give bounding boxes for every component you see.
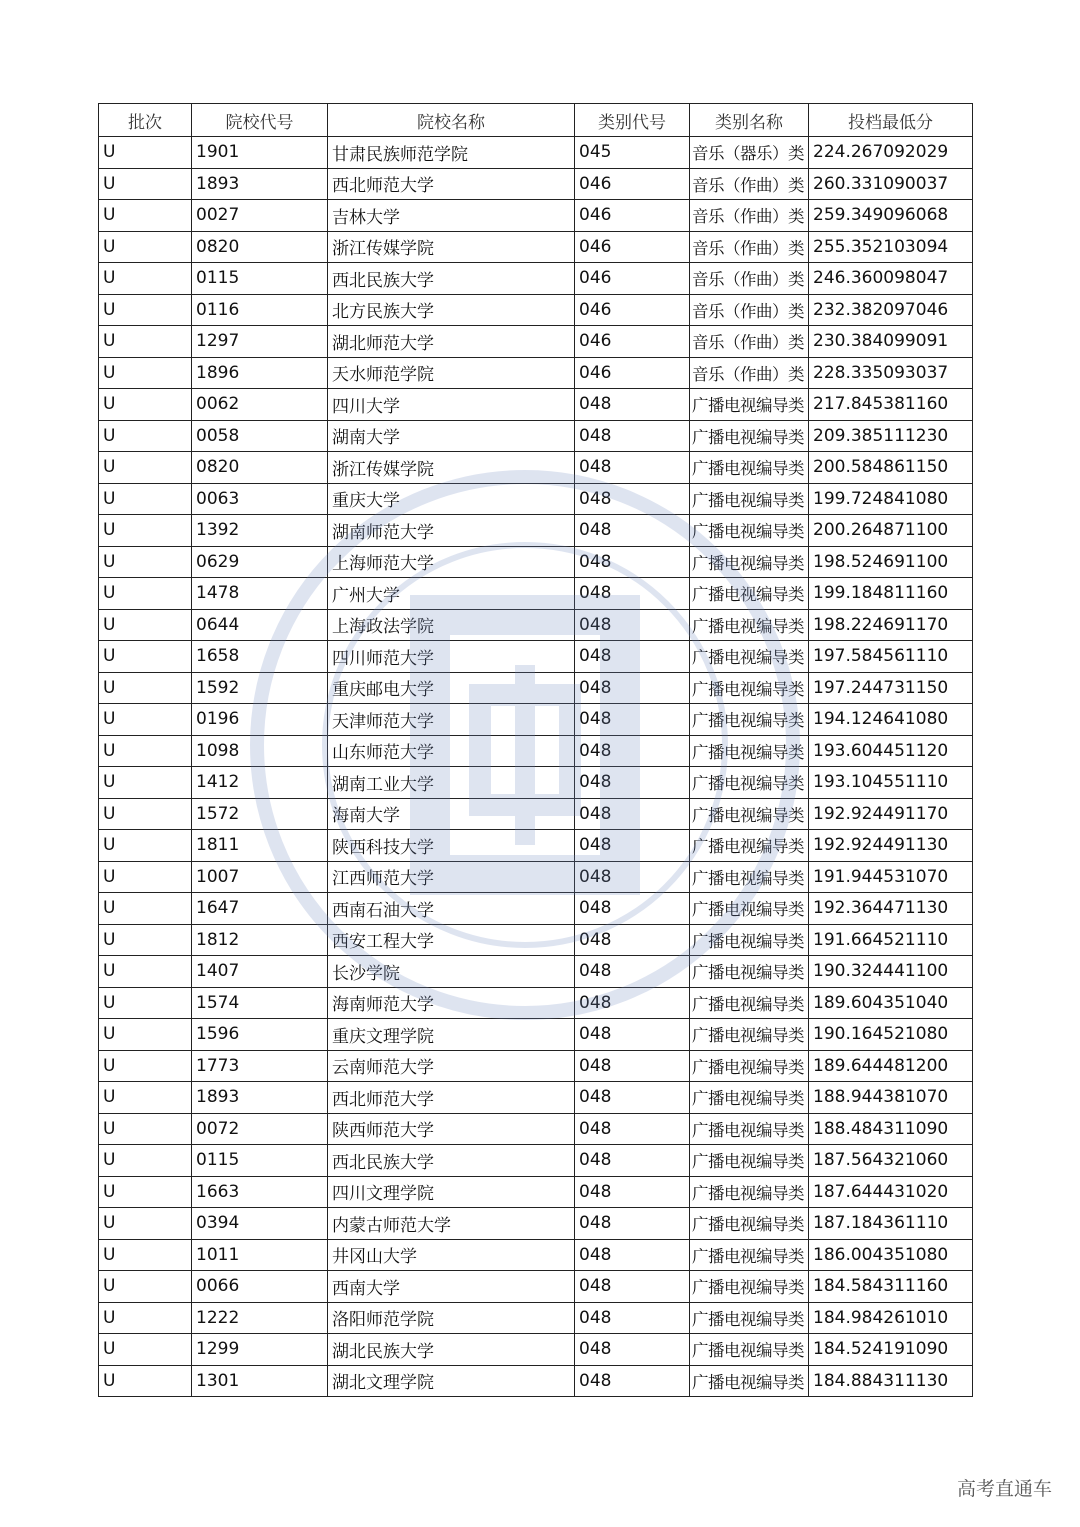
cell-school-name: 北方民族大学 [328, 294, 575, 326]
table-row [99, 1271, 973, 1303]
table-row [99, 609, 973, 641]
cell-category-name: 广播电视编导类 [690, 420, 809, 452]
cell-category-code: 048 [575, 798, 690, 830]
cell-category-name: 广播电视编导类 [690, 830, 809, 862]
header-min-score: 投档最低分 [809, 104, 973, 137]
cell-school-name: 海南师范大学 [328, 987, 575, 1019]
cell-batch: U [99, 924, 192, 956]
cell-batch: U [99, 483, 192, 515]
cell-school-code: 1893 [192, 168, 328, 200]
cell-school-name: 湖南工业大学 [328, 767, 575, 799]
cell-batch: U [99, 1271, 192, 1303]
cell-category-code: 048 [575, 924, 690, 956]
cell-category-code: 048 [575, 1019, 690, 1051]
cell-category-name: 广播电视编导类 [690, 1113, 809, 1145]
cell-school-name: 长沙学院 [328, 956, 575, 988]
cell-category-code: 048 [575, 704, 690, 736]
cell-category-code: 046 [575, 200, 690, 232]
cell-category-name: 音乐（作曲）类 [690, 294, 809, 326]
cell-category-name: 音乐（作曲）类 [690, 168, 809, 200]
cell-school-code: 1301 [192, 1365, 328, 1397]
cell-category-name: 广播电视编导类 [690, 1050, 809, 1082]
table-row [99, 483, 973, 515]
cell-school-code: 1574 [192, 987, 328, 1019]
header-category-code: 类别代号 [575, 104, 690, 137]
cell-school-name: 湖南大学 [328, 420, 575, 452]
cell-min-score: 209.385111230 [809, 420, 973, 452]
cell-school-name: 重庆大学 [328, 483, 575, 515]
cell-category-code: 048 [575, 830, 690, 862]
cell-category-code: 048 [575, 1271, 690, 1303]
cell-school-name: 西北民族大学 [328, 1145, 575, 1177]
cell-min-score: 188.944381070 [809, 1082, 973, 1114]
cell-category-name: 广播电视编导类 [690, 515, 809, 547]
table-row [99, 200, 973, 232]
cell-category-name: 广播电视编导类 [690, 767, 809, 799]
cell-min-score: 184.884311130 [809, 1365, 973, 1397]
cell-category-name: 广播电视编导类 [690, 578, 809, 610]
cell-school-code: 0063 [192, 483, 328, 515]
cell-school-name: 西南大学 [328, 1271, 575, 1303]
cell-batch: U [99, 767, 192, 799]
cell-school-code: 0027 [192, 200, 328, 232]
cell-batch: U [99, 609, 192, 641]
cell-category-code: 048 [575, 1176, 690, 1208]
cell-school-name: 浙江传媒学院 [328, 452, 575, 484]
cell-min-score: 187.564321060 [809, 1145, 973, 1177]
cell-school-code: 0115 [192, 1145, 328, 1177]
cell-batch: U [99, 578, 192, 610]
cell-category-name: 音乐（作曲）类 [690, 263, 809, 295]
cell-school-code: 1773 [192, 1050, 328, 1082]
cell-batch: U [99, 452, 192, 484]
cell-category-name: 广播电视编导类 [690, 704, 809, 736]
table-row [99, 798, 973, 830]
cell-school-name: 广州大学 [328, 578, 575, 610]
cell-category-code: 048 [575, 1334, 690, 1366]
cell-min-score: 189.644481200 [809, 1050, 973, 1082]
cell-category-name: 广播电视编导类 [690, 1271, 809, 1303]
cell-category-code: 048 [575, 1302, 690, 1334]
table-row [99, 893, 973, 925]
table-header-row [99, 104, 973, 137]
cell-school-name: 上海政法学院 [328, 609, 575, 641]
cell-batch: U [99, 798, 192, 830]
cell-batch: U [99, 1145, 192, 1177]
cell-batch: U [99, 672, 192, 704]
cell-school-name: 江西师范大学 [328, 861, 575, 893]
cell-batch: U [99, 546, 192, 578]
cell-min-score: 192.924491170 [809, 798, 973, 830]
cell-category-code: 048 [575, 672, 690, 704]
cell-batch: U [99, 1050, 192, 1082]
table-row [99, 1113, 973, 1145]
cell-school-code: 0394 [192, 1208, 328, 1240]
source-label: 高考直通车 [956, 1478, 1052, 1500]
cell-batch: U [99, 830, 192, 862]
table-row [99, 294, 973, 326]
cell-category-code: 048 [575, 1082, 690, 1114]
cell-min-score: 228.335093037 [809, 357, 973, 389]
cell-school-code: 1893 [192, 1082, 328, 1114]
cell-batch: U [99, 1239, 192, 1271]
cell-batch: U [99, 956, 192, 988]
cell-school-name: 甘肃民族师范学院 [328, 137, 575, 169]
table-row [99, 137, 973, 169]
cell-school-code: 1478 [192, 578, 328, 610]
cell-school-code: 0196 [192, 704, 328, 736]
cell-batch: U [99, 515, 192, 547]
cell-school-code: 1811 [192, 830, 328, 862]
table-row [99, 452, 973, 484]
cell-category-code: 046 [575, 294, 690, 326]
cell-school-code: 0629 [192, 546, 328, 578]
cell-school-code: 0820 [192, 452, 328, 484]
table-row [99, 704, 973, 736]
cell-min-score: 193.104551110 [809, 767, 973, 799]
cell-category-code: 046 [575, 168, 690, 200]
table-row [99, 546, 973, 578]
cell-min-score: 197.584561110 [809, 641, 973, 673]
cell-min-score: 197.244731150 [809, 672, 973, 704]
header-school-name: 院校名称 [328, 104, 575, 137]
cell-batch: U [99, 168, 192, 200]
cell-school-code: 1592 [192, 672, 328, 704]
cell-category-name: 音乐（器乐）类 [690, 137, 809, 169]
cell-category-code: 048 [575, 483, 690, 515]
cell-category-name: 音乐（作曲）类 [690, 200, 809, 232]
cell-min-score: 191.664521110 [809, 924, 973, 956]
cell-school-code: 1901 [192, 137, 328, 169]
table-row [99, 231, 973, 263]
cell-category-name: 广播电视编导类 [690, 1208, 809, 1240]
cell-school-code: 1299 [192, 1334, 328, 1366]
cell-school-name: 天津师范大学 [328, 704, 575, 736]
cell-category-code: 046 [575, 326, 690, 358]
cell-min-score: 192.924491130 [809, 830, 973, 862]
cell-category-name: 音乐（作曲）类 [690, 231, 809, 263]
table-row [99, 263, 973, 295]
cell-school-code: 1297 [192, 326, 328, 358]
cell-school-code: 1812 [192, 924, 328, 956]
cell-category-code: 048 [575, 1365, 690, 1397]
cell-school-code: 1007 [192, 861, 328, 893]
cell-category-name: 广播电视编导类 [690, 861, 809, 893]
cell-category-code: 048 [575, 609, 690, 641]
cell-school-code: 0116 [192, 294, 328, 326]
cell-school-name: 四川师范大学 [328, 641, 575, 673]
cell-category-code: 046 [575, 263, 690, 295]
cell-category-name: 广播电视编导类 [690, 735, 809, 767]
cell-min-score: 184.524191090 [809, 1334, 973, 1366]
cell-category-code: 045 [575, 137, 690, 169]
cell-category-name: 广播电视编导类 [690, 641, 809, 673]
cell-school-name: 湖北文理学院 [328, 1365, 575, 1397]
admission-score-table [98, 103, 973, 1397]
cell-school-name: 陕西科技大学 [328, 830, 575, 862]
cell-category-name: 广播电视编导类 [690, 1145, 809, 1177]
cell-batch: U [99, 1019, 192, 1051]
cell-category-code: 048 [575, 389, 690, 421]
cell-school-code: 0066 [192, 1271, 328, 1303]
cell-category-name: 广播电视编导类 [690, 1176, 809, 1208]
cell-category-name: 音乐（作曲）类 [690, 357, 809, 389]
cell-school-name: 天水师范学院 [328, 357, 575, 389]
cell-school-name: 井冈山大学 [328, 1239, 575, 1271]
cell-category-name: 广播电视编导类 [690, 1334, 809, 1366]
cell-school-code: 1407 [192, 956, 328, 988]
cell-batch: U [99, 893, 192, 925]
table-row [99, 1176, 973, 1208]
cell-school-code: 0115 [192, 263, 328, 295]
cell-school-name: 陕西师范大学 [328, 1113, 575, 1145]
cell-category-name: 广播电视编导类 [690, 546, 809, 578]
cell-category-code: 046 [575, 231, 690, 263]
table-row [99, 1019, 973, 1051]
cell-category-code: 048 [575, 767, 690, 799]
cell-category-code: 048 [575, 893, 690, 925]
cell-school-name: 浙江传媒学院 [328, 231, 575, 263]
cell-school-name: 云南师范大学 [328, 1050, 575, 1082]
cell-min-score: 193.604451120 [809, 735, 973, 767]
cell-school-name: 重庆邮电大学 [328, 672, 575, 704]
table-row [99, 1145, 973, 1177]
cell-min-score: 200.584861150 [809, 452, 973, 484]
cell-batch: U [99, 294, 192, 326]
cell-category-name: 广播电视编导类 [690, 452, 809, 484]
cell-school-name: 内蒙古师范大学 [328, 1208, 575, 1240]
cell-category-name: 广播电视编导类 [690, 609, 809, 641]
cell-batch: U [99, 1113, 192, 1145]
cell-school-code: 1896 [192, 357, 328, 389]
cell-category-name: 广播电视编导类 [690, 924, 809, 956]
cell-batch: U [99, 1208, 192, 1240]
cell-category-code: 046 [575, 357, 690, 389]
cell-min-score: 255.352103094 [809, 231, 973, 263]
cell-school-name: 湖南师范大学 [328, 515, 575, 547]
cell-batch: U [99, 735, 192, 767]
cell-min-score: 190.324441100 [809, 956, 973, 988]
cell-school-code: 1596 [192, 1019, 328, 1051]
cell-min-score: 232.382097046 [809, 294, 973, 326]
cell-school-code: 0820 [192, 231, 328, 263]
cell-batch: U [99, 861, 192, 893]
table-row [99, 861, 973, 893]
table-row [99, 767, 973, 799]
table-row [99, 515, 973, 547]
cell-category-code: 048 [575, 1113, 690, 1145]
cell-school-code: 0072 [192, 1113, 328, 1145]
table-row [99, 168, 973, 200]
cell-batch: U [99, 357, 192, 389]
header-school-code: 院校代号 [192, 104, 328, 137]
table-row [99, 830, 973, 862]
cell-category-name: 广播电视编导类 [690, 1365, 809, 1397]
cell-batch: U [99, 200, 192, 232]
cell-school-code: 1658 [192, 641, 328, 673]
table-row [99, 1239, 973, 1271]
cell-batch: U [99, 1302, 192, 1334]
cell-min-score: 246.360098047 [809, 263, 973, 295]
cell-min-score: 224.267092029 [809, 137, 973, 169]
cell-school-name: 西安工程大学 [328, 924, 575, 956]
cell-min-score: 187.644431020 [809, 1176, 973, 1208]
table-row [99, 1302, 973, 1334]
cell-school-code: 1647 [192, 893, 328, 925]
cell-school-code: 1011 [192, 1239, 328, 1271]
cell-category-code: 048 [575, 452, 690, 484]
cell-category-code: 048 [575, 1208, 690, 1240]
cell-category-name: 广播电视编导类 [690, 389, 809, 421]
table-row [99, 956, 973, 988]
cell-category-code: 048 [575, 641, 690, 673]
table-row [99, 326, 973, 358]
cell-category-code: 048 [575, 578, 690, 610]
cell-category-name: 广播电视编导类 [690, 956, 809, 988]
cell-batch: U [99, 704, 192, 736]
cell-school-name: 西北师范大学 [328, 1082, 575, 1114]
cell-school-name: 四川大学 [328, 389, 575, 421]
cell-min-score: 184.584311160 [809, 1271, 973, 1303]
cell-school-code: 1222 [192, 1302, 328, 1334]
table-row [99, 357, 973, 389]
cell-batch: U [99, 137, 192, 169]
cell-category-code: 048 [575, 1145, 690, 1177]
table-row [99, 1365, 973, 1397]
cell-school-name: 湖北民族大学 [328, 1334, 575, 1366]
cell-school-name: 洛阳师范学院 [328, 1302, 575, 1334]
cell-school-code: 1412 [192, 767, 328, 799]
table-row [99, 987, 973, 1019]
cell-min-score: 198.524691100 [809, 546, 973, 578]
cell-batch: U [99, 420, 192, 452]
cell-school-name: 西南石油大学 [328, 893, 575, 925]
cell-category-code: 048 [575, 956, 690, 988]
cell-category-code: 048 [575, 420, 690, 452]
table-row [99, 1208, 973, 1240]
cell-category-name: 广播电视编导类 [690, 672, 809, 704]
cell-min-score: 200.264871100 [809, 515, 973, 547]
cell-school-name: 海南大学 [328, 798, 575, 830]
cell-min-score: 259.349096068 [809, 200, 973, 232]
cell-category-name: 广播电视编导类 [690, 798, 809, 830]
cell-school-code: 1098 [192, 735, 328, 767]
cell-school-name: 上海师范大学 [328, 546, 575, 578]
cell-batch: U [99, 326, 192, 358]
cell-batch: U [99, 987, 192, 1019]
cell-min-score: 260.331090037 [809, 168, 973, 200]
cell-category-code: 048 [575, 1239, 690, 1271]
cell-school-name: 重庆文理学院 [328, 1019, 575, 1051]
cell-min-score: 187.184361110 [809, 1208, 973, 1240]
cell-category-code: 048 [575, 1050, 690, 1082]
table-row [99, 735, 973, 767]
cell-category-name: 广播电视编导类 [690, 1082, 809, 1114]
header-batch: 批次 [99, 104, 192, 137]
cell-min-score: 186.004351080 [809, 1239, 973, 1271]
cell-school-name: 四川文理学院 [328, 1176, 575, 1208]
table-row [99, 924, 973, 956]
cell-category-name: 音乐（作曲）类 [690, 326, 809, 358]
cell-min-score: 199.724841080 [809, 483, 973, 515]
table-row [99, 1334, 973, 1366]
cell-min-score: 230.384099091 [809, 326, 973, 358]
cell-category-code: 048 [575, 861, 690, 893]
cell-min-score: 191.944531070 [809, 861, 973, 893]
cell-category-code: 048 [575, 546, 690, 578]
cell-min-score: 198.224691170 [809, 609, 973, 641]
cell-school-code: 0062 [192, 389, 328, 421]
table-row [99, 672, 973, 704]
cell-category-name: 广播电视编导类 [690, 1019, 809, 1051]
cell-batch: U [99, 1334, 192, 1366]
cell-category-code: 048 [575, 735, 690, 767]
cell-min-score: 190.164521080 [809, 1019, 973, 1051]
cell-batch: U [99, 1082, 192, 1114]
table-row [99, 420, 973, 452]
cell-min-score: 184.984261010 [809, 1302, 973, 1334]
table-row [99, 641, 973, 673]
cell-school-name: 湖北师范大学 [328, 326, 575, 358]
cell-school-name: 山东师范大学 [328, 735, 575, 767]
cell-school-name: 西北师范大学 [328, 168, 575, 200]
cell-school-code: 0644 [192, 609, 328, 641]
cell-school-name: 西北民族大学 [328, 263, 575, 295]
cell-category-code: 048 [575, 515, 690, 547]
cell-category-name: 广播电视编导类 [690, 987, 809, 1019]
table-row [99, 389, 973, 421]
cell-min-score: 192.364471130 [809, 893, 973, 925]
header-category-name: 类别名称 [690, 104, 809, 137]
cell-category-name: 广播电视编导类 [690, 893, 809, 925]
cell-min-score: 194.124641080 [809, 704, 973, 736]
cell-batch: U [99, 1176, 192, 1208]
table-row [99, 1082, 973, 1114]
cell-batch: U [99, 641, 192, 673]
cell-min-score: 199.184811160 [809, 578, 973, 610]
cell-batch: U [99, 231, 192, 263]
table-row [99, 578, 973, 610]
cell-category-name: 广播电视编导类 [690, 1239, 809, 1271]
cell-batch: U [99, 1365, 192, 1397]
cell-school-code: 1392 [192, 515, 328, 547]
cell-batch: U [99, 263, 192, 295]
cell-min-score: 188.484311090 [809, 1113, 973, 1145]
cell-school-code: 1663 [192, 1176, 328, 1208]
cell-min-score: 217.845381160 [809, 389, 973, 421]
cell-min-score: 189.604351040 [809, 987, 973, 1019]
cell-school-code: 0058 [192, 420, 328, 452]
cell-school-name: 吉林大学 [328, 200, 575, 232]
cell-school-code: 1572 [192, 798, 328, 830]
cell-category-name: 广播电视编导类 [690, 1302, 809, 1334]
cell-category-code: 048 [575, 987, 690, 1019]
cell-category-name: 广播电视编导类 [690, 483, 809, 515]
cell-batch: U [99, 389, 192, 421]
table-row [99, 1050, 973, 1082]
